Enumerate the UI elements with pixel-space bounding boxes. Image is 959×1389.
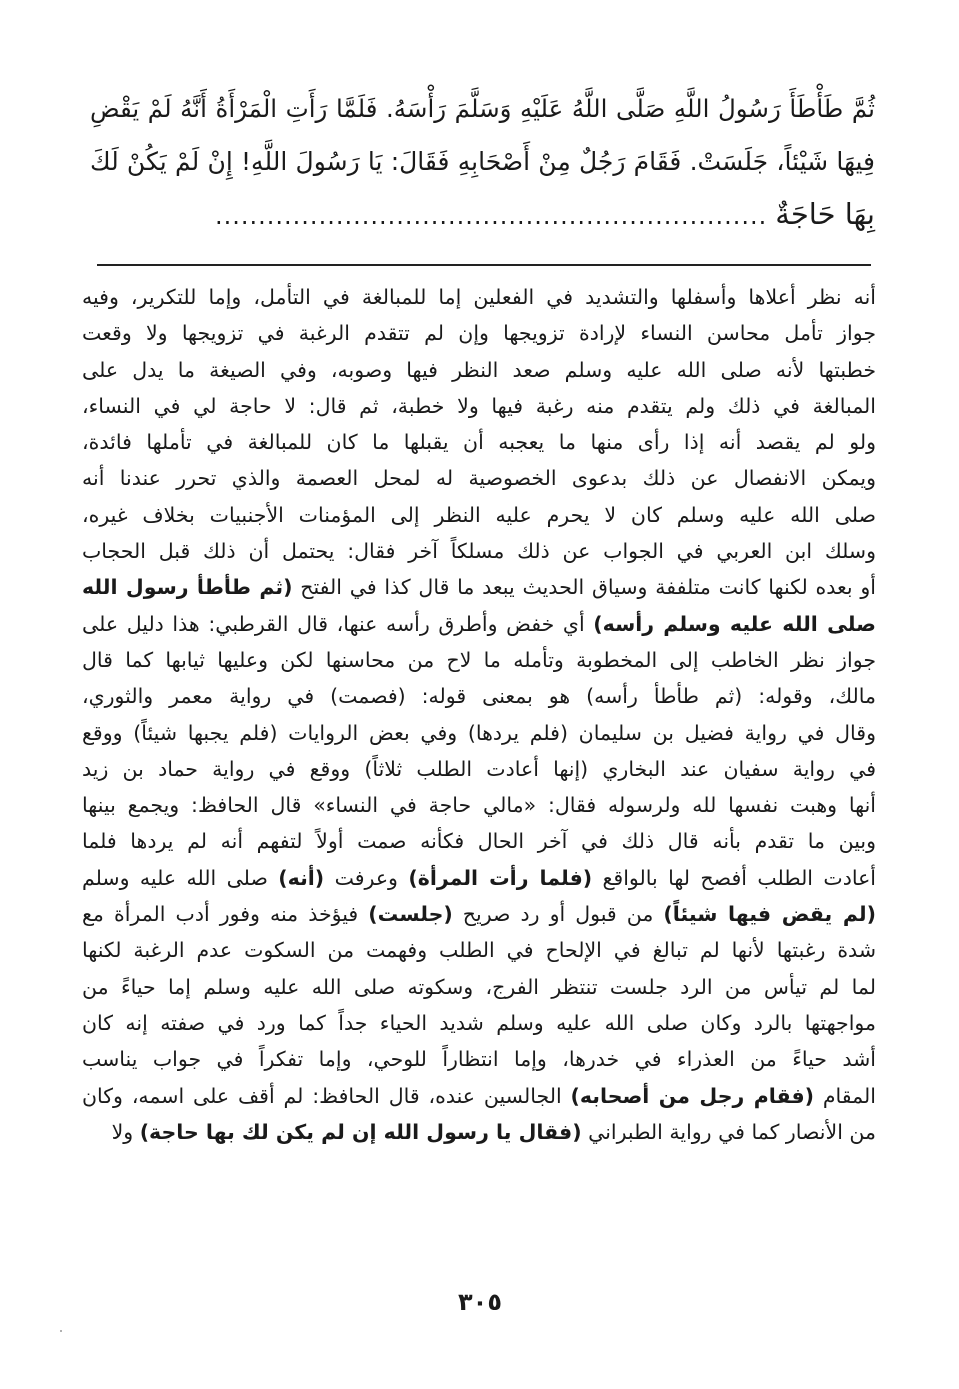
commentary-line <box>82 860 876 896</box>
commentary-quoted-text: (فقال يا رسول الله إن لم يكن لك بها حاجة) <box>139 1119 582 1144</box>
commentary-line <box>82 969 876 1005</box>
commentary-text-run: وبين ما تقدم بأنه قال ذلك في آخر الحال فكأنه صمت أولاً لتفهم أنه لم يردها فلما <box>82 829 876 854</box>
commentary-text-run: وعرفت <box>324 865 409 890</box>
commentary-text-run: أي خفض وأطرق رأسه عنها، قال القرطبي: هذا دليل على <box>82 611 594 636</box>
commentary-line <box>82 1005 876 1041</box>
hadith-line: فِيهَا شَيْئاً، جَلَسَتْ. فَقَامَ رَجُلٌ مِنْ أَصْحَابِهِ فَقَالَ: يَا رَسُولَ اللَّهِ! إِنْ لَمْ يَكُنْ لَكَ <box>90 147 875 176</box>
commentary-text-run: شدة رغبتها لأنها لم تبالغ في الإلحاح في الطلب وفهمت من السكوت عدم الرغبة لكنها <box>82 938 876 963</box>
commentary-line <box>82 932 876 968</box>
commentary-line <box>82 678 876 714</box>
commentary-quoted-text: صلى الله عليه وسلم رأسه) <box>593 611 876 636</box>
commentary-quoted-text: (جلست) <box>368 902 453 927</box>
commentary-line <box>82 1078 876 1114</box>
commentary-text-run: خطبتها لأنه صلى الله عليه وسلم صعد النظر فيها وصوبه، وفي الصيغة ما يدل على <box>82 357 876 382</box>
commentary-quoted-text: (أنه) <box>278 865 325 890</box>
commentary-line <box>82 715 876 751</box>
commentary-quoted-text: (ثم طأطأ رسول الله <box>82 575 293 600</box>
commentary-text-run: جواز تأمل محاسن النساء لإرادة تزويجها وإن لم تتقدم الرغبة في تزويجها ولا وقعت <box>82 321 876 346</box>
margin-speck <box>60 1330 62 1332</box>
commentary-text <box>82 279 876 1150</box>
hadith-line: ثُمَّ طَأْطَأَ رَسُولُ اللَّهِ صَلَّى اللَّهُ عَلَيْهِ وَسَلَّمَ رَأْسَهُ. فَلَمَّا رَأَتِ الْمَرْأَةُ أَنَّهُ لَمْ يَقْضِ <box>90 94 875 123</box>
commentary-text-run: أنه نظر أعلاها وأسفلها والتشديد في الفعلين إما للمبالغة في التأمل، وإما للتكرير، وفيه <box>82 285 876 309</box>
hadith-text <box>90 82 875 243</box>
commentary-quoted-text: (لم يقض فيها شيئاً) <box>663 902 876 927</box>
commentary-line <box>82 896 876 932</box>
commentary-line <box>82 606 876 642</box>
commentary-text-run: وسلك ابن العربي في الجواب عن ذلك مسلكاً آخر فقال: يحتمل أن ذلك قبل الحجاب <box>82 539 876 564</box>
commentary-text-run: صلى الله عليه وسلم كان لا يحرم عليه النظر إلى المؤمنات الأجنبيات بخلاف غيره، <box>82 502 876 527</box>
commentary-quoted-text: (فقام رجل من أصحابه) <box>570 1083 815 1108</box>
page-number: ٣٠٥ <box>458 1288 502 1316</box>
commentary-line <box>82 569 876 605</box>
hadith-ellipsis: ................................................................ <box>215 202 768 230</box>
commentary-line <box>82 787 876 823</box>
commentary-line <box>82 533 876 569</box>
commentary-text-run: في رواية سفيان عند البخاري (إنها أعادت الطلب ثلاثاً) ووقع في رواية حماد بن زيد <box>82 756 876 781</box>
commentary-text-run: أنها وهبت نفسها لله ولرسوله فقال: «مالي حاجة في النساء» قال الحافظ: ويجمع بينها <box>82 793 876 818</box>
commentary-text-run: وقال في رواية فضيل بن سليمان (فلم يردها) وفي بعض الروايات (فلم يجبها شيئاً) ووقع <box>82 720 876 745</box>
commentary-text-run: من الأنصار كما في رواية الطبراني <box>581 1119 876 1144</box>
commentary-text-run: ولا <box>111 1119 140 1144</box>
commentary-text-run: لما لم تيأس من الرد جلست تنتظر الفرج، وسكوته صلى الله عليه وسلم إما حياءً من <box>82 974 876 999</box>
commentary-line <box>82 751 876 787</box>
hadith-line-text: بِهَا حَاجَةٌ <box>775 197 875 231</box>
commentary-text-run: المبالغة في ذلك ولم يتقدم منه رغبة فيها ولا خطبة، ثم قال: لا حاجة لي في النساء، <box>82 393 876 418</box>
commentary-text-run: أشد حياءً من العذراء في خدرها، وإما انتظاراً للوحي، وإما تفكراً في جواب يناسب <box>82 1047 876 1072</box>
commentary-quoted-text: (فلما رأت المرأة) <box>408 865 593 890</box>
commentary-text-run: جواز نظر الخاطب إلى المخطوبة وتأمله ما لاح من محاسنها لكن وعليها ثيابها كما قال <box>82 647 876 672</box>
commentary-text-run: من قبول أو رد صريح <box>452 902 664 927</box>
commentary-text-run: الجالسين عنده، قال الحافظ: لم أقف على اسمه، وكان <box>82 1083 571 1108</box>
commentary-line <box>82 388 876 424</box>
commentary-line <box>82 315 876 351</box>
commentary-text-run: مالك، وقوله: (ثم طأطأ رأسه) هو بمعنى قوله: (فصمت) في رواية معمر والثوري، <box>82 684 876 709</box>
hadith-line <box>90 188 875 243</box>
commentary-line <box>82 642 876 678</box>
commentary-text-run: صلى الله عليه وسلم <box>82 865 279 890</box>
commentary-line <box>82 460 876 496</box>
commentary-line <box>82 424 876 460</box>
footnote-separator <box>97 264 871 266</box>
commentary-line <box>82 279 876 315</box>
commentary-line <box>82 352 876 388</box>
commentary-text-run: ويمكن الانفصال عن ذلك بدعوى الخصوصية له لمحل العصمة والذي تحرر عندنا أنه <box>82 466 876 491</box>
commentary-line <box>82 823 876 859</box>
commentary-text-run: أعادت الطلب أفصح لها بالواقع <box>592 865 876 890</box>
commentary-text-run: أو بعده لكنها كانت متلففة وسياق الحديث يبعد ما قال كذا في الفتح <box>292 575 876 600</box>
commentary-text-run: مواجهتها بالرد وكان صلى الله عليه وسلم شديد الحياء جداً كما ورد في صفته إنه كان <box>82 1010 876 1035</box>
commentary-line <box>82 1114 876 1150</box>
commentary-text-run: فيؤخذ منه وفور أدب المرأة مع <box>82 902 369 927</box>
commentary-line <box>82 1041 876 1077</box>
commentary-text-run: ولو لم يقصد أنه إذا رأى منها ما يعجبه أن يقبلها ما كان للمبالغة في تأملها فائدة، <box>82 430 876 455</box>
commentary-line <box>82 497 876 533</box>
commentary-text-run: المقام <box>814 1083 876 1108</box>
